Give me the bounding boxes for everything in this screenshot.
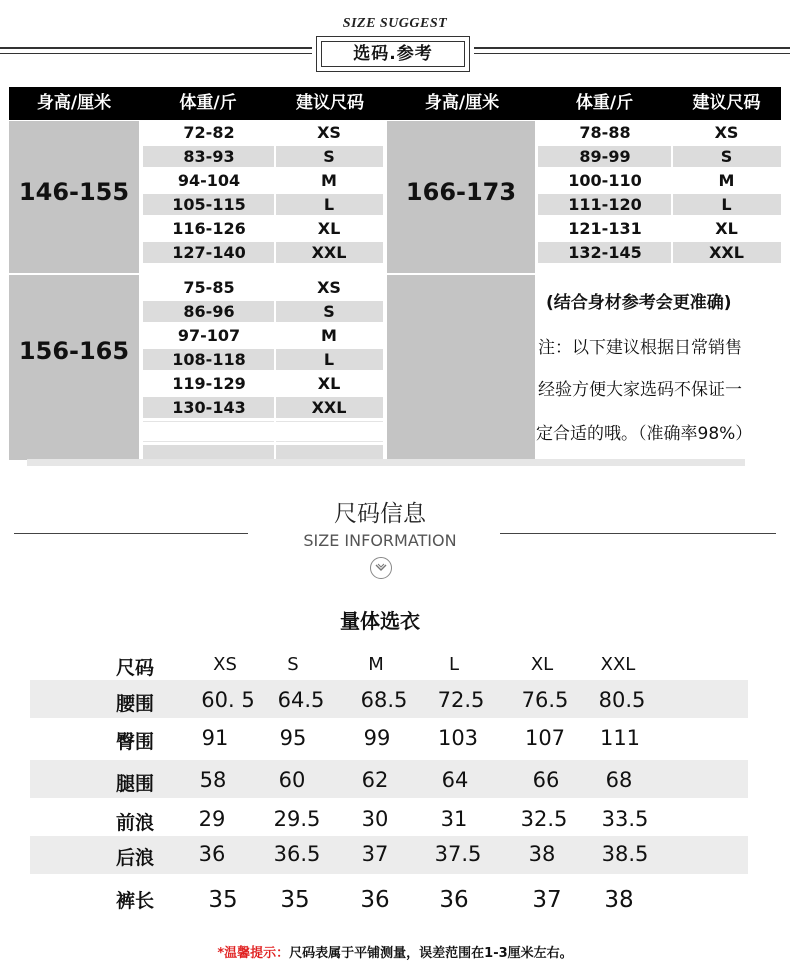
measure-value: 30 xyxy=(361,807,389,831)
size-cell: XXL xyxy=(311,243,347,262)
table-row xyxy=(538,194,781,215)
empty-grey-block xyxy=(387,275,535,460)
size-cell: S xyxy=(720,147,733,166)
measure-value: 29 xyxy=(198,807,226,831)
size-cell: L xyxy=(721,195,732,214)
warm-tip-text: 尺码表属于平铺测量，误差范围在1-3厘米左右。 xyxy=(289,946,573,961)
table-row xyxy=(143,170,383,191)
size-cell: L xyxy=(323,195,335,214)
measure-value: 66 xyxy=(532,768,560,792)
size-info-subtitle: SIZE INFORMATION xyxy=(303,531,457,550)
measure-value: 36 xyxy=(360,887,390,913)
measure-value: 111 xyxy=(599,726,641,750)
measure-value: 68.5 xyxy=(360,688,408,712)
header-rule-right-bottom xyxy=(474,53,790,54)
note-line: 注：以下建议根据日常销售 xyxy=(538,338,742,358)
size-cell: S xyxy=(323,147,335,166)
column-divider xyxy=(671,121,673,273)
height-label: 156-165 xyxy=(18,337,130,365)
size-cell: XS xyxy=(317,123,341,142)
note-headline: (结合身材参考会更准确) xyxy=(546,293,732,313)
size-header: XS xyxy=(213,654,237,675)
measure-value: 72.5 xyxy=(437,688,485,712)
weight-cell: 130-143 xyxy=(172,398,246,417)
measure-value: 107 xyxy=(524,726,566,750)
table-bottom-band xyxy=(27,459,745,466)
warm-tip-label: *温馨提示： xyxy=(217,946,290,961)
size-header: M xyxy=(368,654,384,675)
measure-value: 95 xyxy=(279,726,307,750)
measure-value: 103 xyxy=(437,726,479,750)
measure-value: 68 xyxy=(605,768,633,792)
weight-cell: 83-93 xyxy=(183,147,235,166)
measure-label: 腰围 xyxy=(116,693,155,715)
measure-label: 前浪 xyxy=(116,812,155,834)
size-header: XXL xyxy=(600,654,636,675)
table-row xyxy=(143,218,383,239)
weight-cell: 121-131 xyxy=(568,219,642,238)
col-header-size-left: 建议尺码 xyxy=(296,93,364,113)
table-row xyxy=(143,242,383,263)
measure-value: 35 xyxy=(208,887,238,913)
table-row xyxy=(143,277,383,298)
weight-cell: 100-110 xyxy=(568,171,642,190)
weight-cell: 132-145 xyxy=(568,243,642,262)
table-row xyxy=(143,373,383,394)
weight-cell: 111-120 xyxy=(568,195,642,214)
empty-table-row xyxy=(143,421,383,442)
size-cell: L xyxy=(323,350,335,369)
header-rule-right-top xyxy=(474,47,790,49)
height-label: 166-173 xyxy=(405,178,517,206)
table-row xyxy=(143,301,383,322)
size-cell: S xyxy=(323,302,335,321)
measure-value: 37.5 xyxy=(434,842,482,866)
size-cell: XXL xyxy=(709,243,744,262)
measure-value: 29.5 xyxy=(273,807,321,831)
height-label: 146-155 xyxy=(18,178,130,206)
table-row xyxy=(538,146,781,167)
height-block-156-165 xyxy=(9,275,139,460)
size-header: XL xyxy=(530,654,554,675)
size-cell: XL xyxy=(715,219,738,238)
size-header-label: 尺码 xyxy=(116,657,155,679)
note-line: 经验方便大家选码不保证一 xyxy=(538,380,742,400)
weight-cell: 116-126 xyxy=(172,219,246,238)
table-row xyxy=(538,218,781,239)
weight-cell: 108-118 xyxy=(172,350,246,369)
weight-cell: 94-104 xyxy=(177,171,241,190)
measure-label: 后浪 xyxy=(116,847,155,869)
size-cell: XL xyxy=(317,374,341,393)
measure-label: 腿围 xyxy=(116,773,155,795)
measure-value: 38 xyxy=(528,842,556,866)
measure-value: 37 xyxy=(532,887,562,913)
table-row xyxy=(143,122,383,143)
size-cell: M xyxy=(321,171,337,190)
col-header-weight-right: 体重/斤 xyxy=(575,93,634,113)
measure-value: 36 xyxy=(198,842,226,866)
measure-value: 99 xyxy=(363,726,391,750)
size-suggest-title: 选码.参考 xyxy=(321,41,465,67)
size-cell: M xyxy=(718,171,735,190)
weight-cell: 105-115 xyxy=(172,195,246,214)
empty-table-row xyxy=(143,445,383,459)
table-row xyxy=(143,325,383,346)
measure-value: 38 xyxy=(604,887,634,913)
weight-cell: 119-129 xyxy=(172,374,246,393)
table-row xyxy=(538,242,781,263)
header-rule-left-bottom xyxy=(0,53,312,54)
measure-section-title: 量体选衣 xyxy=(340,609,420,633)
measure-value: 35 xyxy=(280,887,310,913)
size-cell: XS xyxy=(317,278,341,297)
measure-value: 36.5 xyxy=(273,842,321,866)
col-header-weight-left: 体重/斤 xyxy=(179,93,237,113)
col-header-height-left: 身高/厘米 xyxy=(36,93,112,113)
col-header-height-right: 身高/厘米 xyxy=(424,93,500,113)
measure-value: 58 xyxy=(199,768,227,792)
measure-value: 76.5 xyxy=(521,688,569,712)
chevron-down-circle-icon xyxy=(370,557,392,579)
size-header: L xyxy=(448,654,460,675)
size-suggest-subtitle: SIZE SUGGEST xyxy=(342,16,448,31)
weight-cell: 72-82 xyxy=(183,123,235,142)
header-rule-left-top xyxy=(0,47,312,49)
measure-value: 62 xyxy=(361,768,389,792)
weight-cell: 127-140 xyxy=(172,243,246,262)
measure-value: 33.5 xyxy=(601,807,649,831)
table-row xyxy=(143,397,383,418)
measure-value: 80.5 xyxy=(598,688,646,712)
measure-value: 64 xyxy=(441,768,469,792)
measure-value: 60 xyxy=(278,768,306,792)
size-header: S xyxy=(287,654,299,675)
column-divider xyxy=(274,121,276,459)
warm-tip xyxy=(0,942,790,961)
measure-value: 31 xyxy=(440,807,468,831)
measure-value: 38.5 xyxy=(601,842,649,866)
table-row xyxy=(143,146,383,167)
weight-cell: 86-96 xyxy=(183,302,235,321)
table-row xyxy=(538,170,781,191)
measure-value: 60. 5 xyxy=(201,688,255,712)
col-header-size-right: 建议尺码 xyxy=(692,93,761,113)
size-cell: XXL xyxy=(311,398,347,417)
table-row xyxy=(143,194,383,215)
weight-cell: 97-107 xyxy=(177,326,241,345)
measure-value: 91 xyxy=(201,726,229,750)
size-info-title: 尺码信息 xyxy=(334,501,426,527)
size-cell: XL xyxy=(317,219,341,238)
measure-value: 64.5 xyxy=(277,688,325,712)
measure-value: 36 xyxy=(439,887,469,913)
measure-label: 臀围 xyxy=(116,731,155,753)
weight-cell: 78-88 xyxy=(579,123,631,142)
table-row xyxy=(143,349,383,370)
size-cell: XS xyxy=(714,123,739,142)
note-line: 定合适的哦。（准确率98%） xyxy=(536,424,753,444)
measure-value: 32.5 xyxy=(520,807,568,831)
size-cell: M xyxy=(321,326,337,345)
weight-cell: 75-85 xyxy=(183,278,235,297)
measure-value: 37 xyxy=(361,842,389,866)
measure-label: 裤长 xyxy=(116,890,155,912)
weight-cell: 89-99 xyxy=(579,147,631,166)
table-row xyxy=(538,122,781,143)
